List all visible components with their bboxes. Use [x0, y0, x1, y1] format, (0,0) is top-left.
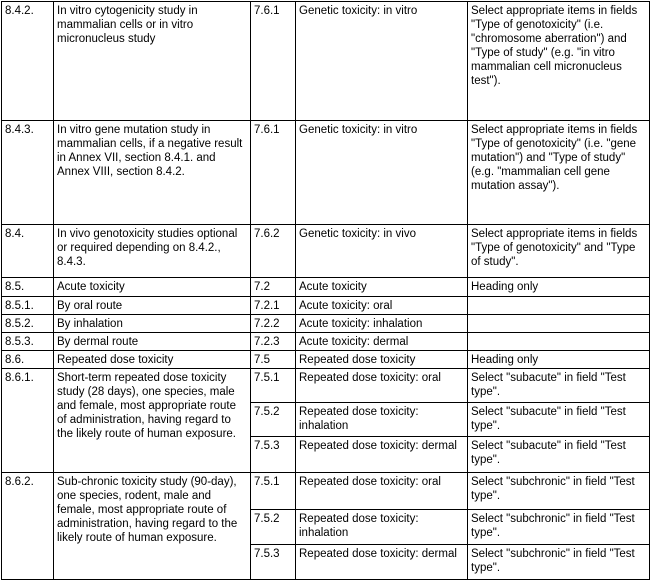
instruction-text: [468, 296, 650, 314]
section-number: 8.4.3.: [2, 120, 54, 225]
iuclid-section: 7.2.3: [251, 332, 296, 350]
requirement-text: In vitro gene mutation study in mammalian cells, if a negative result in Annex VII, section 8.4.1. and Annex VIII, section 8.4.2.: [54, 120, 251, 225]
requirement-text: By dermal route: [54, 332, 251, 350]
section-number: 8.6.1.: [2, 368, 54, 473]
instruction-text: Select "subchronic" in field "Test type".: [468, 473, 650, 509]
section-number: 8.6.2.: [2, 473, 54, 580]
instruction-text: Select appropriate items in fields "Type of genotoxicity" (i.e. "chromosome aberration") and "Type of study" (e.g. "in vitro mammalian cell micronucleus test").: [468, 2, 650, 121]
iuclid-title: Repeated dose toxicity: inhalation: [296, 509, 468, 544]
instruction-text: Select appropriate items in fields "Type of genotoxicity" (i.e. "gene mutation") and "Type of study" (e.g. "mammalian cell gene mutation assay").: [468, 120, 650, 225]
instruction-text: Select "subacute" in field "Test type".: [468, 437, 650, 473]
endpoint-mapping-table: [1, 1, 650, 580]
iuclid-section: 7.6.2: [251, 225, 296, 278]
table-row: [2, 278, 650, 296]
iuclid-title: Repeated dose toxicity: dermal: [296, 544, 468, 579]
instruction-text: Select "subacute" in field "Test type".: [468, 368, 650, 402]
table-row: [2, 120, 650, 225]
instruction-text: Heading only: [468, 278, 650, 296]
iuclid-section: 7.5.3: [251, 437, 296, 473]
requirement-text: Short-term repeated dose toxicity study (28 days), one species, male and female, most appropriate route of administration, having regard to the likely route of human exposure.: [54, 368, 251, 473]
iuclid-section: 7.5.1: [251, 473, 296, 509]
section-number: 8.5.2.: [2, 314, 54, 332]
iuclid-title: Repeated dose toxicity: [296, 350, 468, 368]
requirement-text: By inhalation: [54, 314, 251, 332]
iuclid-title: Acute toxicity: oral: [296, 296, 468, 314]
requirement-text: Repeated dose toxicity: [54, 350, 251, 368]
instruction-text: [468, 314, 650, 332]
iuclid-section: 7.2.1: [251, 296, 296, 314]
section-number: 8.5.1.: [2, 296, 54, 314]
instruction-text: Heading only: [468, 350, 650, 368]
requirement-text: Acute toxicity: [54, 278, 251, 296]
iuclid-section: 7.5: [251, 350, 296, 368]
instruction-text: Select "subchronic" in field "Test type".: [468, 544, 650, 579]
table-row: [2, 473, 650, 509]
iuclid-section: 7.6.1: [251, 2, 296, 121]
requirement-text: By oral route: [54, 296, 251, 314]
iuclid-section: 7.2: [251, 278, 296, 296]
iuclid-section: 7.5.3: [251, 544, 296, 579]
iuclid-title: Acute toxicity: dermal: [296, 332, 468, 350]
instruction-text: Select appropriate items in fields "Type of genotoxicity" and "Type of study".: [468, 225, 650, 278]
iuclid-title: Acute toxicity: [296, 278, 468, 296]
section-number: 8.6.: [2, 350, 54, 368]
iuclid-title: Genetic toxicity: in vitro: [296, 120, 468, 225]
instruction-text: [468, 332, 650, 350]
iuclid-title: Acute toxicity: inhalation: [296, 314, 468, 332]
iuclid-title: Repeated dose toxicity: oral: [296, 473, 468, 509]
instruction-text: Select "subchronic" in field "Test type".: [468, 509, 650, 544]
table-row: [2, 2, 650, 121]
iuclid-section: 7.2.2: [251, 314, 296, 332]
section-number: 8.5.: [2, 278, 54, 296]
iuclid-title: Repeated dose toxicity: inhalation: [296, 403, 468, 437]
table-row: [2, 350, 650, 368]
iuclid-section: 7.6.1: [251, 120, 296, 225]
table-row: [2, 225, 650, 278]
requirement-text: In vivo genotoxicity studies optional or required depending on 8.4.2., 8.4.3.: [54, 225, 251, 278]
section-number: 8.5.3.: [2, 332, 54, 350]
requirement-text: Sub-chronic toxicity study (90-day), one species, rodent, male and female, most appropriate route of administration, having regard to the likely route of human exposure.: [54, 473, 251, 580]
table-row: [2, 368, 650, 402]
iuclid-section: 7.5.2: [251, 509, 296, 544]
table-row: [2, 296, 650, 314]
section-number: 8.4.2.: [2, 2, 54, 121]
iuclid-title: Genetic toxicity: in vitro: [296, 2, 468, 121]
iuclid-title: Repeated dose toxicity: oral: [296, 368, 468, 402]
iuclid-section: 7.5.1: [251, 368, 296, 402]
iuclid-title: Genetic toxicity: in vivo: [296, 225, 468, 278]
section-number: 8.4.: [2, 225, 54, 278]
table-row: [2, 332, 650, 350]
iuclid-section: 7.5.2: [251, 403, 296, 437]
requirement-text: In vitro cytogenicity study in mammalian cells or in vitro micronucleus study: [54, 2, 251, 121]
iuclid-title: Repeated dose toxicity: dermal: [296, 437, 468, 473]
table-row: [2, 314, 650, 332]
instruction-text: Select "subacute" in field "Test type".: [468, 403, 650, 437]
